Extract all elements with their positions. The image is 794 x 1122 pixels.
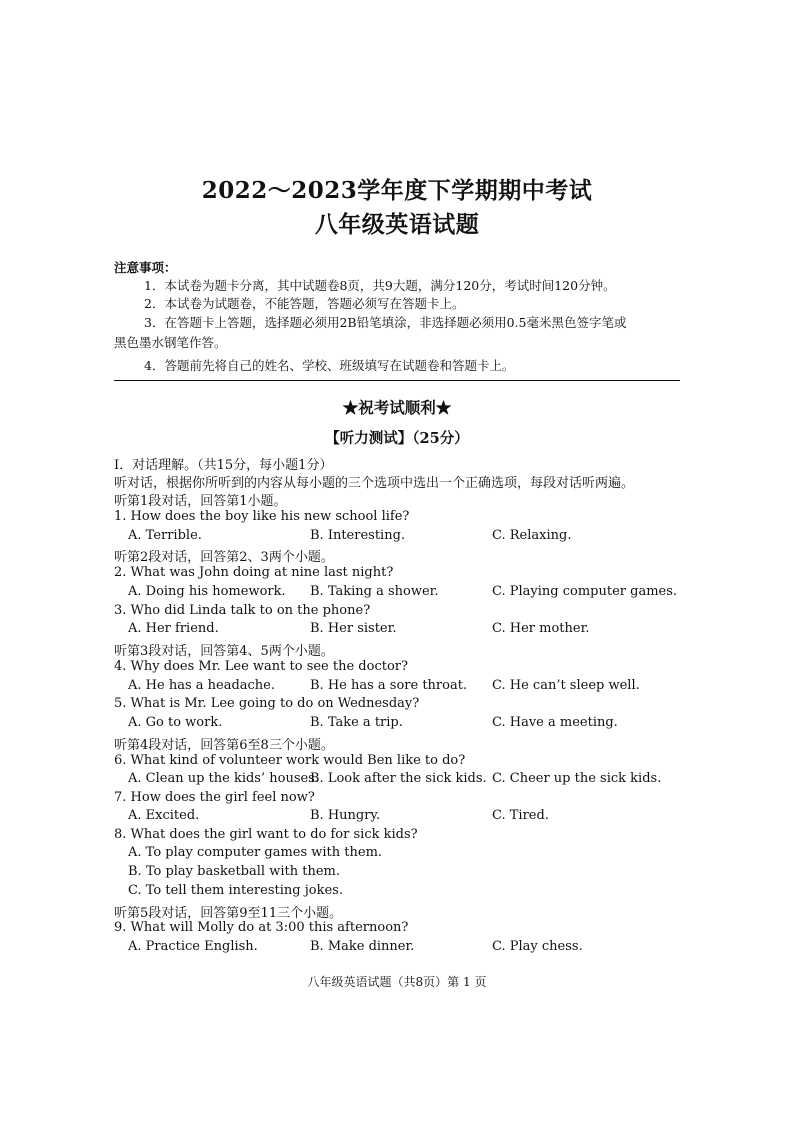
question-7: 7. How does the girl feel now?	[114, 790, 315, 805]
q2-option-c: C. Playing computer games.	[492, 584, 678, 599]
q3-option-c: C. Her mother.	[492, 621, 590, 636]
q8-option-a: A. To play computer games with them.	[128, 845, 383, 860]
question-8: 8. What does the girl want to do for sick kids?	[114, 827, 418, 842]
q2-option-a: A. Doing his homework.	[128, 584, 286, 599]
q5-option-b: B. Take a trip.	[310, 715, 403, 730]
question-6: 6. What kind of volunteer work would Ben like to do?	[114, 753, 466, 768]
notice-heading: 注意事项：	[114, 260, 177, 275]
part1-heading: Ⅰ．对话理解。（共15分，每小题1分）	[114, 458, 333, 473]
q1-option-a: A. Terrible.	[128, 528, 202, 543]
q3-option-b: B. Her sister.	[310, 621, 397, 636]
question-4: 4. Why does Mr. Lee want to see the doctor?	[114, 659, 408, 674]
question-5: 5. What is Mr. Lee going to do on Wednesday?	[114, 696, 420, 711]
q1-option-c: C. Relaxing.	[492, 528, 572, 543]
dialog-3-note: 听第3段对话，回答第4、5两个小题。	[114, 644, 334, 659]
notice-item-3-cont: 黑色墨水钢笔作答。	[114, 335, 227, 350]
q4-option-a: A. He has a headache.	[128, 678, 275, 693]
q5-option-a: A. Go to work.	[128, 715, 223, 730]
q9-option-a: A. Practice English.	[128, 939, 258, 954]
q9-option-c: C. Play chess.	[492, 939, 583, 954]
q6-option-b: B. Look after the sick kids.	[310, 771, 487, 786]
notice-item-1: 1．本试卷为题卡分离，其中试题卷8页，共9大题，满分120分，考试时间120分钟。	[144, 278, 616, 293]
q7-option-c: C. Tired.	[492, 808, 549, 823]
q6-option-c: C. Cheer up the sick kids.	[492, 771, 662, 786]
q6-option-a: A. Clean up the kids’ houses.	[128, 771, 319, 786]
q7-option-b: B. Hungry.	[310, 808, 381, 823]
dialog-2-note: 听第2段对话，回答第2、3两个小题。	[114, 550, 334, 565]
q8-option-c: C. To tell them interesting jokes.	[128, 883, 343, 898]
q3-option-a: A. Her friend.	[128, 621, 219, 636]
q9-option-b: B. Make dinner.	[310, 939, 415, 954]
q1-option-b: B. Interesting.	[310, 528, 406, 543]
question-3: 3. Who did Linda talk to on the phone?	[114, 603, 371, 618]
question-2: 2. What was John doing at nine last night?	[114, 565, 394, 580]
good-luck-banner: ★祝考试顺利★	[342, 398, 452, 417]
notice-item-2: 2．本试卷为试题卷，不能答题，答题必须写在答题卡上。	[144, 296, 465, 311]
divider-rule	[114, 380, 680, 381]
dialog-1-note: 听第1段对话，回答第1小题。	[114, 494, 287, 509]
dialog-4-note: 听第4段对话，回答第6至8三个小题。	[114, 738, 334, 753]
q4-option-c: C. He can’t sleep well.	[492, 678, 640, 693]
notice-item-3: 3．在答题卡上答题，选择题必须用2B铅笔填涂，非选择题必须用0.5毫米黑色签字笔或	[144, 315, 627, 330]
dialog-5-note: 听第5段对话，回答第9至11三个小题。	[114, 906, 343, 921]
q5-option-c: C. Have a meeting.	[492, 715, 618, 730]
question-9: 9. What will Molly do at 3:00 this afternoon?	[114, 920, 409, 935]
q7-option-a: A. Excited.	[128, 808, 200, 823]
part1-instruction: 听对话，根据你所听到的内容从每小题的三个选项中选出一个正确选项，每段对话听两遍。	[114, 476, 635, 491]
exam-subtitle: 八年级英语试题	[314, 211, 480, 238]
q4-option-b: B. He has a sore throat.	[310, 678, 468, 693]
notice-item-4: 4．答题前先将自己的姓名、学校、班级填写在试题卷和答题卡上。	[144, 358, 515, 373]
section-title: 【听力测试】（25分）	[325, 430, 469, 447]
q8-option-b: B. To play basketball with them.	[128, 864, 340, 879]
question-1: 1. How does the boy like his new school life?	[114, 509, 410, 524]
q2-option-b: B. Taking a shower.	[310, 584, 439, 599]
page-footer: 八年级英语试题（共8页）第 1 页	[307, 975, 487, 989]
exam-title: 2022～2023学年度下学期期中考试	[201, 177, 593, 204]
